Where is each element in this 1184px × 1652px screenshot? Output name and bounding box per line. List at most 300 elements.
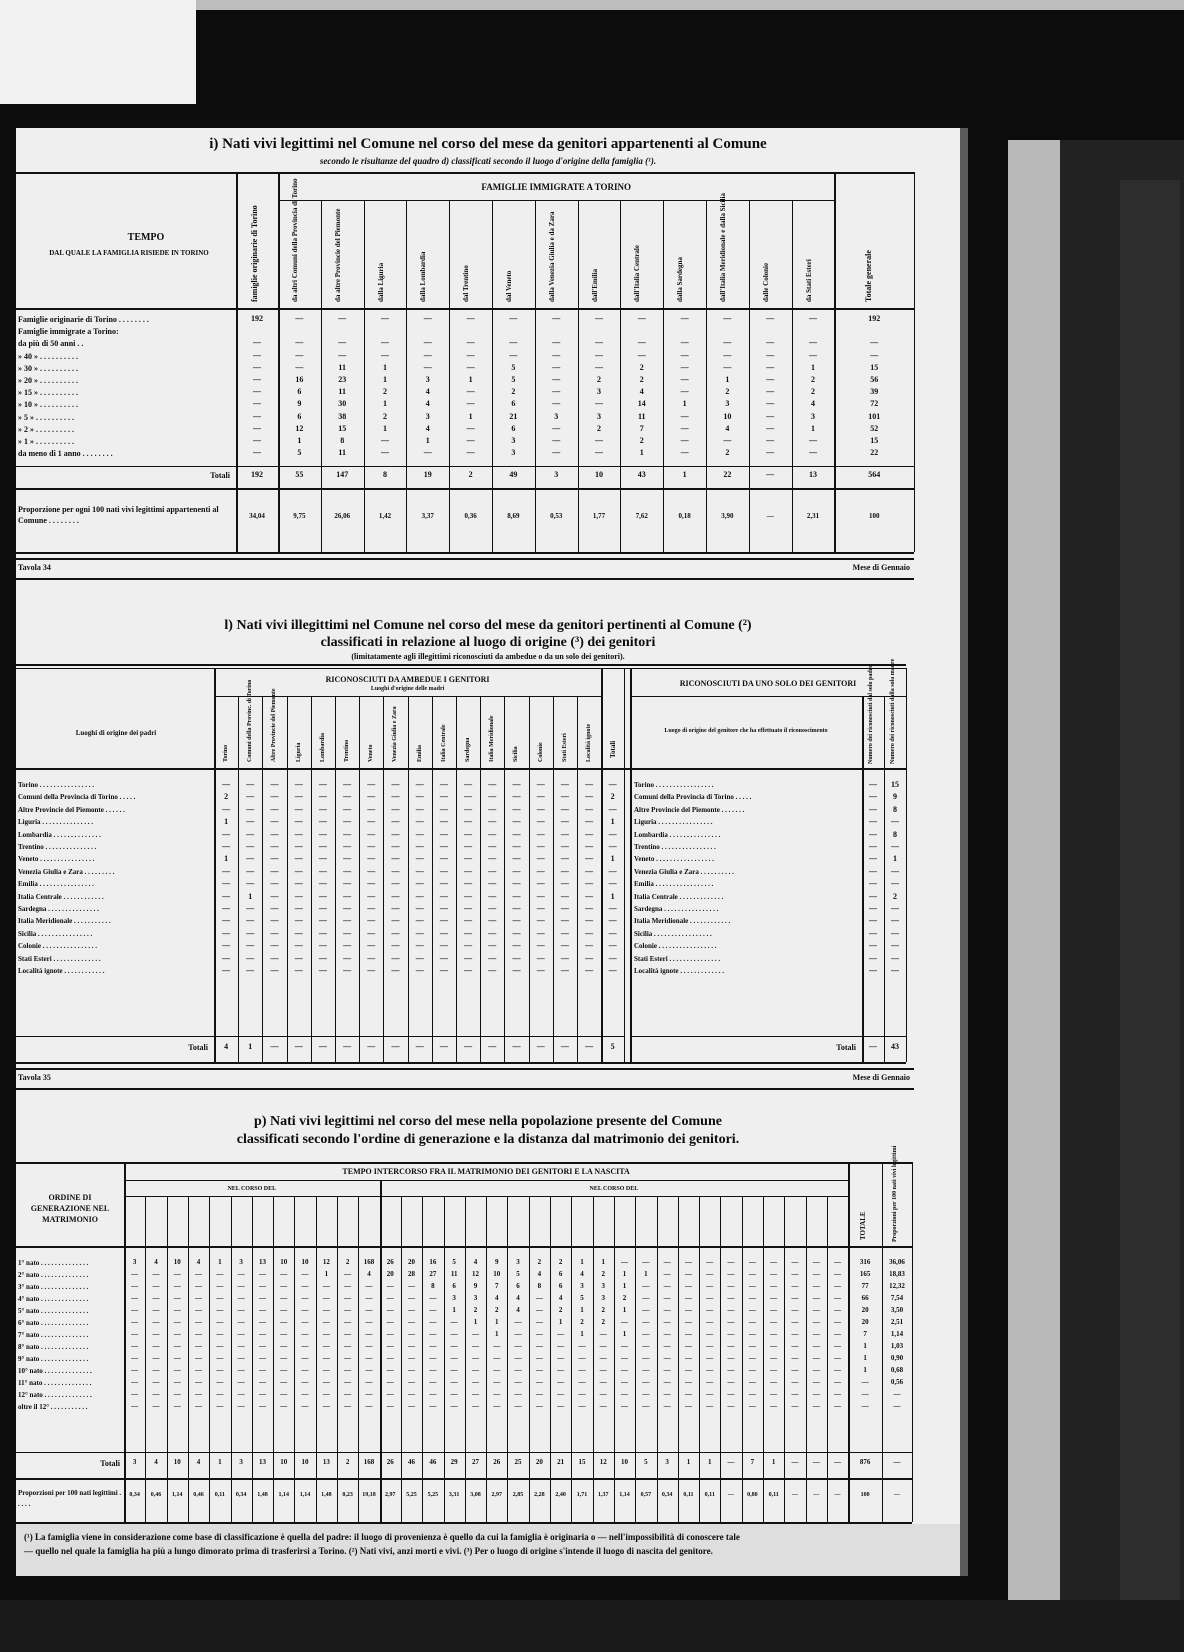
table-i-cell: 9: [297, 399, 302, 409]
table-p-cell: —: [258, 1402, 266, 1410]
table-l-b-cell-padre: —: [869, 817, 877, 827]
table-i-prop-cell: 8,69: [507, 512, 520, 520]
table-i-cell: 1: [725, 375, 730, 384]
table-l-total-cell: —: [294, 1042, 303, 1051]
table-l-cell: —: [536, 904, 545, 913]
table-l-cell: —: [246, 928, 255, 938]
table-l-cell: —: [536, 780, 545, 789]
table-p-top-rule: [16, 1162, 912, 1164]
table-p-cell: —: [386, 1306, 394, 1314]
table-p-cell: 26: [386, 1258, 394, 1266]
table-p-cell: —: [748, 1342, 756, 1350]
table-p-total-cell: 46: [408, 1458, 416, 1466]
table-i-cell: 11: [638, 411, 646, 421]
table-l-cell: —: [464, 842, 473, 851]
table-l-cell: —: [318, 928, 327, 938]
table-l-cell: —: [367, 866, 376, 876]
table-l-cell: 1: [610, 854, 615, 864]
table-p-cell: —: [535, 1306, 543, 1314]
table-i-cell: 38: [338, 411, 347, 421]
table-p-cell: —: [663, 1282, 671, 1290]
table-p-cell: —: [450, 1366, 458, 1374]
table-p-cell: —: [770, 1282, 778, 1290]
table-l-cell: —: [512, 854, 521, 864]
table-l-cell: —: [488, 904, 497, 913]
table-i-cell: —: [380, 448, 389, 458]
table-p-total-cell: 876: [859, 1458, 871, 1466]
table-i-header-rule: [16, 308, 914, 310]
table-p-cell: 3: [239, 1258, 243, 1266]
table-i-total-cell: 43: [637, 470, 646, 479]
table-p-cell: —: [152, 1294, 160, 1302]
table-i-col-head: dal Trentino: [462, 265, 471, 302]
table-l-b-cell-padre: —: [869, 891, 877, 901]
table-l-cell: —: [585, 842, 594, 851]
table-l-cell: —: [294, 866, 303, 876]
table-i-cell: —: [552, 314, 561, 323]
table-l-cell: —: [318, 804, 327, 814]
table-p-cell: —: [131, 1390, 139, 1398]
table-p-cell: —: [301, 1342, 309, 1350]
table-l-cell: —: [464, 866, 473, 876]
table-l-b-total-padre: —: [869, 1042, 877, 1051]
table-p-cell: —: [429, 1342, 437, 1350]
table-p-cell: 28: [408, 1270, 416, 1278]
table-l-col-head: Sicilia: [513, 746, 520, 762]
table-l-b-row-label: Emilia . . . . . . . . . . . . . . . . .: [634, 880, 714, 889]
table-l-cell: —: [464, 928, 473, 938]
table-l-cell: —: [488, 792, 497, 802]
table-p-total-cell: 3: [665, 1458, 669, 1466]
table-p-cell: —: [429, 1306, 437, 1314]
table-l-cell: —: [488, 928, 497, 938]
table-l-cell: —: [560, 928, 569, 938]
table-p-cell: —: [365, 1366, 373, 1374]
table-l-cell: —: [439, 891, 448, 901]
table-p-cell: —: [258, 1366, 266, 1374]
table-p-cell: —: [301, 1366, 309, 1374]
table-i-cell: —: [766, 338, 775, 348]
table-l-cell: —: [246, 966, 255, 975]
table-p-cell: —: [258, 1282, 266, 1290]
table-l-totals-rule: [16, 1036, 624, 1037]
table-p-total-cell: 20: [535, 1458, 543, 1466]
table-i-cell: —: [680, 411, 689, 421]
table-l-cell: —: [246, 866, 255, 876]
table-p-cell: —: [195, 1306, 203, 1314]
table-l-cell: —: [585, 941, 594, 951]
table-p-cell: —: [834, 1330, 842, 1338]
table-l-b-row-label: Trentino . . . . . . . . . . . . . . . .: [634, 843, 716, 851]
table-i-cell: —: [723, 350, 732, 360]
table-l-cell: —: [439, 953, 448, 963]
table-l-cell: —: [415, 879, 424, 889]
table-p-cell: —: [216, 1294, 224, 1302]
table-p-total-cell: 1: [686, 1458, 691, 1466]
table-p-cell: —: [195, 1330, 203, 1338]
table-p-cell: —: [152, 1306, 160, 1314]
table-p-cell: —: [599, 1390, 607, 1398]
table-l-col-head: Italia Centrale: [440, 724, 447, 762]
table-l-cell: —: [585, 780, 594, 789]
table-l-cell: —: [560, 941, 569, 951]
table-i-row-label: Famiglie immigrate a Torino:: [18, 327, 119, 337]
table-p-cell: 1: [494, 1330, 499, 1338]
table-p-prop-cell: 5,25: [406, 1492, 417, 1498]
table-l-stub-head: Luoghi di origine dei padri: [75, 729, 157, 737]
table-p-cell: 4: [196, 1258, 201, 1266]
table-i-cell: —: [680, 375, 689, 384]
table-p-cell: —: [344, 1342, 352, 1350]
page-edge-shadow: [960, 128, 968, 1576]
table-i-cell: —: [637, 338, 646, 348]
table-p-cell: —: [237, 1354, 245, 1362]
table-l-bottom-rule: [16, 1062, 906, 1064]
table-l-cell: —: [585, 928, 594, 938]
table-i-cell: 2: [382, 387, 387, 397]
table-l-cell: —: [415, 928, 424, 938]
table-p-row-label: 5° nato . . . . . . . . . . . . . .: [18, 1307, 89, 1315]
table-p-total-cell: 10: [621, 1458, 629, 1466]
table-p-cell: —: [429, 1390, 437, 1398]
table-p-prop-cell: 2,97: [491, 1492, 502, 1498]
table-p-cell: 11: [450, 1270, 458, 1278]
table-p-cell: —: [195, 1342, 203, 1350]
table-p-stub-head: ORDINE DI GENERAZIONE NEL MATRIMONIO: [30, 1193, 110, 1224]
table-l-b-total-madre: 43: [891, 1042, 899, 1051]
table-l-cell: —: [512, 817, 521, 827]
table-i-cell: —: [680, 387, 689, 397]
table-l-cell: —: [536, 842, 545, 851]
table-l-cell: —: [270, 953, 279, 963]
table-l-cell: —: [512, 891, 521, 901]
table-p-cell: —: [344, 1354, 352, 1362]
table-p-cell: —: [663, 1258, 671, 1266]
table-i-cell: 2: [382, 411, 387, 421]
table-i-cell: —: [808, 314, 817, 323]
table-l-cell: —: [512, 966, 521, 975]
table-p-cell: —: [237, 1402, 245, 1410]
table-l-cell: —: [536, 817, 545, 827]
table-l-b-cell-madre: —: [891, 879, 899, 889]
table-p-cell: —: [429, 1330, 437, 1338]
table-i-cell: —: [594, 362, 603, 372]
table-p-cell: —: [471, 1390, 479, 1398]
table-p-cell: —: [642, 1306, 650, 1314]
table-l-b-cell-madre: 15: [891, 780, 899, 789]
table-i-prop-cell: 34,04: [249, 512, 265, 520]
table-i-prop-cell: 100: [868, 512, 880, 520]
table-p-prop-cell: 3,08: [470, 1492, 481, 1498]
table-i-cell: 72: [870, 399, 879, 409]
table-l-cell: —: [464, 854, 473, 864]
table-p-cell: —: [493, 1342, 501, 1350]
table-i-cell: —: [423, 448, 432, 458]
table-i-cell: 2: [596, 423, 601, 433]
table-l-cell: —: [560, 829, 569, 839]
table-p-total-cell: —: [791, 1458, 799, 1466]
table-l-cell: —: [246, 792, 255, 802]
table-p-prop-cell: 2,85: [512, 1492, 524, 1498]
table-p-cell: —: [642, 1318, 650, 1326]
table-i-cell: 1: [810, 362, 815, 372]
table-l-totals-rule-b: [630, 1036, 906, 1037]
table-p-prop-cell: 0,11: [214, 1492, 225, 1498]
table-p-cell: 2: [558, 1306, 563, 1314]
table-p-cell: 1: [622, 1306, 627, 1314]
table-p-cell: —: [408, 1318, 416, 1326]
table-l-group-a: RICONOSCIUTI DA AMBEDUE I GENITORI: [325, 675, 490, 684]
table-i-group-rule: [278, 200, 834, 201]
table-p-cell: 9: [494, 1258, 499, 1266]
table-p-cell: —: [812, 1342, 820, 1350]
table-p-prop-cell: 0,11: [683, 1492, 694, 1498]
table-i-cell: 1: [382, 375, 387, 384]
table-i-cell: 3: [596, 411, 601, 421]
table-i-cell: 11: [338, 362, 346, 372]
table-i-col-first: famiglie originarie di Torino: [250, 205, 259, 302]
table-l-cell: —: [318, 866, 327, 876]
table-i-cell: 3: [725, 399, 730, 409]
table-p-cell: —: [621, 1378, 629, 1386]
table-p-cell: —: [663, 1354, 671, 1362]
table-l-cell: —: [367, 854, 376, 864]
table-p-cell: —: [471, 1402, 479, 1410]
table-p-cell: —: [706, 1366, 714, 1374]
table-p-cell: —: [642, 1378, 650, 1386]
table-p-cell: 6: [558, 1282, 563, 1290]
table-l-cell: —: [294, 941, 303, 951]
table-i-cell: 2: [639, 375, 644, 384]
table-p-cell: —: [386, 1318, 394, 1326]
table-p-cell: —: [557, 1342, 565, 1350]
table-p-cell: —: [493, 1378, 501, 1386]
table-p-cell: —: [578, 1366, 586, 1374]
table-i-cell: —: [380, 436, 389, 445]
table-l-cell: 2: [610, 792, 615, 802]
table-l-cell: —: [512, 829, 521, 839]
table-l-cell: —: [464, 904, 473, 913]
table-l-cell: —: [343, 941, 352, 951]
table-i-cell: 6: [297, 411, 302, 421]
table-p-cell: —: [131, 1282, 139, 1290]
table-p-cell: —: [280, 1330, 288, 1338]
table-p-cell: —: [237, 1366, 245, 1374]
table-l-cell: —: [488, 829, 497, 839]
table-l-right-rule-b: [906, 668, 907, 1062]
table-l-cell: —: [439, 842, 448, 851]
table-p-total-cell: 10: [280, 1458, 288, 1466]
table-l-cell: —: [608, 953, 617, 963]
table-i-cell: —: [423, 362, 432, 372]
table-p-cell: —: [706, 1294, 714, 1302]
table-p-total-cell: 7: [750, 1458, 755, 1466]
table-l-cell: —: [488, 804, 497, 814]
table-l-cell: —: [246, 817, 255, 827]
table-i-col-head: da altre Provincie del Piemonte: [333, 208, 342, 302]
table-l-cell: —: [294, 792, 303, 802]
table-i-cell: —: [723, 436, 732, 445]
table-p-prop-cell: 2,40: [555, 1492, 566, 1498]
table-i-cell: —: [253, 423, 261, 433]
table-p-cell: —: [280, 1342, 288, 1350]
table-l-b-row-label: Comuni della Provincia di Torino . . . . .: [634, 793, 752, 802]
table-p-cell: —: [642, 1294, 650, 1302]
table-l-cell: —: [367, 780, 376, 789]
table-p-total-cell: 21: [557, 1458, 565, 1466]
table-p-cell: —: [834, 1402, 842, 1410]
table-p-cell: —: [322, 1318, 330, 1326]
table-p-cell: 1: [863, 1366, 867, 1374]
table-l-row-label: Italia Meridionale . . . . . . . . . . .: [18, 917, 111, 926]
table-l-b-cell-madre: 2: [893, 891, 897, 901]
table-p-cell: —: [770, 1258, 778, 1266]
table-p-cell: —: [493, 1366, 501, 1374]
table-l-cell: —: [343, 854, 352, 864]
table-l-cell: —: [246, 842, 255, 851]
table-p-cell: —: [152, 1342, 160, 1350]
table-i-totals-rule: [16, 466, 914, 467]
table-l-col-head: Emilia: [416, 744, 423, 762]
table-p-cell: —: [237, 1306, 245, 1314]
table-l-cell: —: [294, 817, 303, 827]
table-p-cell: —: [812, 1318, 820, 1326]
table-l-cell: —: [367, 916, 376, 926]
table-l-cell: —: [415, 842, 424, 851]
table-p-cell: —: [684, 1366, 692, 1374]
table-l-cell: —: [464, 879, 473, 889]
table-l-cell: —: [318, 854, 327, 864]
table-p-cell: 13: [258, 1258, 266, 1266]
table-p-cell: —: [770, 1330, 778, 1338]
table-l-col-head: Liguria: [295, 742, 302, 762]
table-l-cell: —: [585, 854, 594, 864]
table-l-cell: —: [608, 928, 617, 938]
table-p-cell: —: [557, 1366, 565, 1374]
table-p-cell: —: [258, 1330, 266, 1338]
table-l-b-row-label: Italia Centrale . . . . . . . . . . . . .: [634, 892, 724, 901]
table-i-cell: —: [680, 338, 689, 348]
table-p-cell: 1: [644, 1270, 648, 1278]
table-p-cell: 168: [363, 1258, 375, 1266]
table-p-cell: 1: [494, 1318, 499, 1326]
table-i-cell: 192: [251, 314, 263, 323]
table-l-cell: —: [318, 941, 327, 951]
table-l-b-cell-padre: —: [869, 792, 877, 802]
table-p-cell: —: [514, 1354, 522, 1362]
table-p-prop-cell: 1,14: [278, 1492, 289, 1498]
table-p-cell: —: [365, 1330, 373, 1338]
table-i-row-label: Famiglie originarie di Torino . . . . . . . .: [18, 315, 149, 324]
table-l-cell: —: [246, 780, 255, 789]
table-p-total-cell: 12: [599, 1458, 607, 1466]
table-p-cell: —: [301, 1330, 309, 1338]
table-p-cell: —: [684, 1294, 692, 1302]
table-p-cell: —: [429, 1402, 437, 1410]
table-i-cell: —: [423, 314, 432, 323]
table-p-cell: —: [812, 1258, 820, 1266]
table-p-cell: —: [893, 1390, 901, 1398]
table-p-cell: —: [493, 1402, 501, 1410]
table-l-row-label: Torino . . . . . . . . . . . . . . . .: [18, 781, 94, 789]
table-p-sub-b: NEL CORSO DEL: [589, 1186, 639, 1192]
table-l-cell: —: [246, 916, 255, 926]
table-p-cell: —: [791, 1294, 799, 1302]
table-p-cell: —: [514, 1366, 522, 1374]
table-p-cell: —: [684, 1390, 692, 1398]
table-l-b-cell-padre: —: [869, 854, 877, 864]
table-i-cell: —: [466, 350, 475, 360]
table-l-cell: —: [391, 891, 400, 901]
table-p-cell: —: [216, 1342, 224, 1350]
table-l-row-label: Località ignote . . . . . . . . . . . .: [18, 967, 105, 975]
table-i-cell: —: [466, 338, 475, 348]
table-p-row-label: 12° nato . . . . . . . . . . . . . .: [18, 1391, 92, 1399]
table-l-b-row-label: Stati Esteri . . . . . . . . . . . . . . .: [634, 954, 721, 963]
table-p-cell: —: [727, 1390, 735, 1398]
table-l-cell: —: [488, 854, 497, 864]
table-i-cell: —: [594, 436, 603, 445]
table-i-cell: 192: [868, 314, 881, 323]
table-p-cell: —: [748, 1306, 756, 1314]
table-p-cell: —: [173, 1354, 181, 1362]
table-p-cell: —: [237, 1378, 245, 1386]
table-i-cell: —: [766, 423, 775, 433]
table-p-cell: —: [535, 1390, 543, 1398]
table-p-row-label: oltre il 12° . . . . . . . . . . .: [18, 1403, 88, 1411]
table-p-prop-cell: 1,71: [576, 1492, 588, 1498]
table-p-cell: 1: [558, 1318, 563, 1326]
table-i-group-head: FAMIGLIE IMMIGRATE A TORINO: [481, 182, 631, 192]
table-p-total-cell: —: [727, 1458, 735, 1466]
table-l-cell: —: [343, 829, 352, 839]
table-p-cell: —: [131, 1342, 139, 1350]
table-i-cell: —: [594, 350, 603, 360]
table-i-row-label: » 5 » . . . . . . . . . .: [18, 412, 74, 422]
table-p-cell: —: [770, 1270, 778, 1278]
table-l-row-label: Altre Provincie del Piemonte . . . . . .: [18, 805, 125, 814]
table-l-cell: —: [222, 928, 231, 938]
table-p-cell: —: [535, 1342, 543, 1350]
table-p-cell: —: [493, 1354, 501, 1362]
table-l-cell: —: [560, 792, 569, 802]
table-i-cell: —: [466, 436, 475, 445]
table-i-cell: 6: [297, 387, 302, 397]
table-p-total-cell: 5: [644, 1458, 648, 1466]
table-l-cell: —: [294, 829, 303, 839]
table-p-cell: —: [706, 1282, 714, 1290]
table-p-cell: —: [450, 1390, 458, 1398]
table-p-total-cell: 26: [386, 1458, 394, 1466]
table-p-cell: —: [834, 1390, 842, 1398]
table-p-cell: —: [173, 1306, 181, 1314]
table-l-cell: —: [439, 829, 448, 839]
table-l-b-cell-padre: —: [869, 928, 877, 938]
table-i-cell: —: [552, 448, 561, 458]
scan-right-edge: [1008, 140, 1184, 1652]
table-p-cell: 7: [494, 1282, 499, 1290]
table-l-cell: —: [367, 804, 376, 814]
table-l-cell: —: [536, 804, 545, 814]
table-p-cell: —: [621, 1318, 629, 1326]
table-i-cell: —: [808, 338, 817, 348]
table-i-cell: 3: [425, 375, 430, 384]
table-i-col-total: Totale generale: [864, 250, 874, 302]
table-i-col-head: dal Veneto: [505, 270, 513, 302]
table-l-cell: —: [608, 829, 617, 839]
table-l-cell: —: [560, 891, 569, 901]
table-p-cell: —: [812, 1390, 820, 1398]
